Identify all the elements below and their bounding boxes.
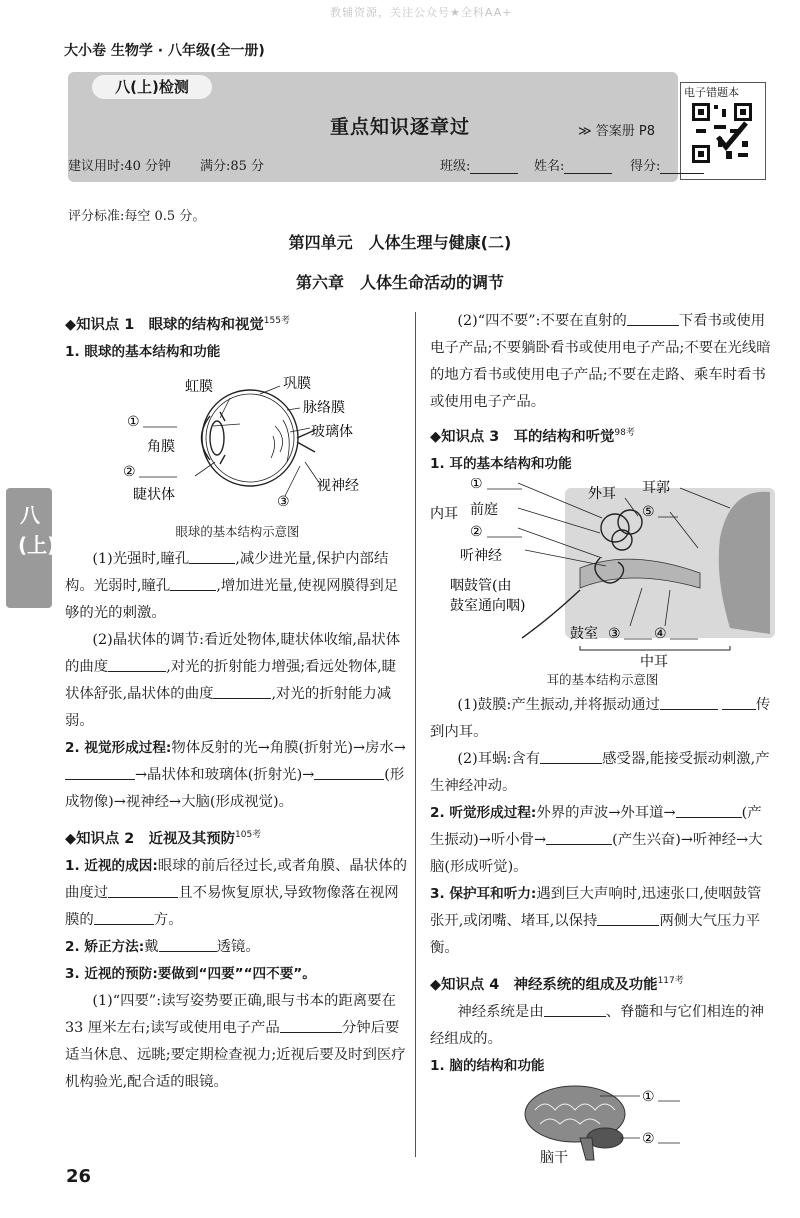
label-choroid: 脉络膜: [303, 400, 345, 416]
score-label: 得分:: [630, 159, 661, 174]
full-score: 满分:85 分: [200, 159, 265, 174]
time-limit: 建议用时:40 分钟: [68, 159, 172, 174]
blank[interactable]: [170, 575, 216, 591]
blank[interactable]: [94, 909, 154, 925]
answer-reference[interactable]: ≫ 答案册 P8: [578, 124, 655, 139]
label-pinna: 耳郭: [642, 480, 670, 496]
name-field[interactable]: [534, 155, 612, 174]
name-label: 姓名:: [534, 159, 565, 174]
knowledge-point-2: ◆知识点 2 近视及其预防$^{105考}$: [65, 830, 262, 847]
label-blank-1: ①: [642, 1089, 655, 1105]
blank[interactable]: [722, 694, 756, 710]
blank[interactable]: [546, 829, 612, 845]
hearing-protection: 3. 保护耳和听力:遇到巨大声响时,迅速张口,使咽鼓管张开,或闭嘴、堵耳,以保持 两侧大气压力平衡。: [430, 886, 762, 956]
ear-diagram-figure: [430, 478, 775, 668]
qr-label: 电子错题本: [684, 86, 739, 99]
hearing-process: 2. 听觉形成过程:外界的声波→外耳道→ (产生振动)→听小骨→ (产生兴奋)→听神经→大脑(形成听觉)。: [430, 800, 775, 881]
eyeball-outline: [202, 390, 298, 486]
book-title: 大小卷 生物学 · 八年级(全一册): [64, 43, 265, 59]
blank[interactable]: [108, 656, 166, 672]
unit-heading: 第四单元 人体生理与健康(二): [288, 233, 512, 252]
brain-diagram: [430, 1080, 775, 1164]
label-blank-2: ②: [642, 1131, 655, 1147]
label-inner-ear: 内耳: [430, 506, 458, 522]
label-middle-ear: 中耳: [640, 654, 668, 668]
label-blank-1: ①: [470, 478, 483, 492]
label-ciliary-body: 睫状体: [133, 487, 175, 503]
pupil-paragraph: (1)光强时,瞳孔 ,减少进光量,保护内部结构。光弱时,瞳孔 ,增加进光量,使视网膜得到足够的光的刺激。: [65, 546, 410, 627]
eye-caption: 眼球的基本结构示意图: [175, 524, 300, 539]
blank[interactable]: [213, 683, 271, 699]
blank[interactable]: [676, 802, 742, 818]
vision-process: 2. 视觉形成过程:物体反射的光→角膜(折射光)→房水→→晶状体和玻璃体(折射光)→ (形成物像)→视神经→大脑(形成视觉)。: [65, 740, 406, 810]
label-blank-2: ②: [470, 524, 483, 540]
four-donts: (2)“四不要”:不要在直射的 下看书或使用电子产品;不要躺卧看书或使用电子产品;不要在光线暗的地方看书或使用电子产品;不要在走路、乘车时看书或使用电子产品。: [430, 308, 775, 416]
label-vitreous: 玻璃体: [311, 424, 353, 440]
subheading-brain: 1. 脑的结构和功能: [430, 1058, 545, 1074]
label-blank-4: ④: [654, 626, 667, 642]
ear-diagram: [430, 478, 775, 668]
label-iris: 虹膜: [185, 379, 213, 395]
column-divider: [415, 312, 416, 1157]
myopia-cause: 1. 近视的成因:眼球的前后径过长,或者角膜、晶状体的曲度过 且不易恢复原状,导致物像落在视网膜的 方。: [65, 858, 407, 928]
label-cornea: 角膜: [147, 439, 175, 455]
watermark: 教辅资源，关注公众号★全科AA+: [330, 6, 513, 19]
label-blank-3: ③: [277, 494, 290, 510]
label-blank-1: ①: [127, 414, 140, 430]
scoring-rule: 评分标准:每空 0.5 分。: [68, 209, 206, 224]
label-optic-nerve: 视神经: [317, 478, 359, 494]
label-blank-3: ③: [608, 626, 621, 642]
ear-caption: 耳的基本结构示意图: [546, 672, 659, 687]
eardrum-paragraph: (1)鼓膜:产生振动,并将振动通过 传到内耳。: [430, 692, 775, 746]
eye-diagram-figure: [65, 366, 410, 516]
label-sclera: 巩膜: [283, 376, 311, 392]
blank[interactable]: [159, 936, 217, 952]
page-number: 26: [66, 1166, 92, 1187]
myopia-correction: 2. 矫正方法:戴 透镜。: [65, 934, 410, 961]
side-tab-label: 八(上): [18, 503, 57, 557]
subheading-eye-structure: 1. 眼球的基本结构和功能: [65, 344, 221, 360]
myopia-prevention: 3. 近视的预防:要做到“四要”“四不要”。: [65, 966, 316, 982]
blank[interactable]: [597, 910, 659, 926]
left-column: [65, 308, 410, 1096]
class-field[interactable]: [440, 155, 518, 174]
blank[interactable]: [544, 1001, 606, 1017]
blank[interactable]: [314, 764, 384, 780]
brain-diagram-figure: [430, 1080, 775, 1164]
label-auditory-nerve: 听神经: [460, 548, 502, 564]
blank[interactable]: [540, 748, 602, 764]
knowledge-point-1: ◆知识点 1 眼球的结构和视觉$^{155考}$: [65, 316, 290, 333]
score-field[interactable]: [630, 155, 704, 174]
blank[interactable]: [108, 882, 178, 898]
class-label: 班级:: [440, 159, 471, 174]
label-blank-2: ②: [123, 464, 136, 480]
blank[interactable]: [65, 764, 135, 780]
knowledge-point-4: ◆知识点 4 神经系统的组成及功能$^{117考}$: [430, 976, 684, 993]
blank[interactable]: [189, 548, 235, 564]
cochlea-paragraph: (2)耳蜗:含有 感受器,能接受振动刺激,产生神经冲动。: [430, 746, 775, 800]
right-column: [430, 308, 775, 1164]
label-eustachian-1: 咽鼓管(由: [450, 578, 512, 594]
label-eustachian-2: 鼓室通向咽): [450, 598, 526, 614]
nervous-system-paragraph: 神经系统是由 、脊髓和与它们相连的神经组成的。: [430, 999, 775, 1053]
label-vestibule: 前庭: [470, 502, 498, 518]
four-dos: (1)“四要”:读写姿势要正确,眼与书本的距离要在 33 厘米左右;读写或使用电子产品 分钟后要适当休息、远眺;要定期检查视力;近视后要及时到医疗机构验光,配合适的眼镜。: [65, 993, 406, 1090]
label-brainstem: 脑干: [540, 1150, 568, 1164]
eye-diagram: [65, 366, 410, 516]
page-title: 重点知识逐章过: [329, 116, 470, 138]
label-outer-ear: 外耳: [588, 486, 616, 502]
blank[interactable]: [660, 694, 718, 710]
chapter-heading: 第六章 人体生命活动的调节: [295, 273, 504, 292]
blank[interactable]: [627, 310, 679, 326]
subheading-ear-structure: 1. 耳的基本结构和功能: [430, 456, 572, 472]
blank[interactable]: [280, 1017, 342, 1033]
lens-paragraph: (2)晶状体的调节:看近处物体,睫状体收缩,晶状体的曲度 ,对光的折射能力增强;看远处物体,睫状体舒张,晶状体的曲度 ,对光的折射能力减弱。: [65, 632, 401, 729]
label-blank-5: ⑤: [642, 504, 655, 520]
knowledge-point-3: ◆知识点 3 耳的结构和听觉$^{98考}$: [430, 428, 635, 445]
section-badge: 八(上)检测: [92, 75, 212, 99]
label-tympanic-cavity: 鼓室: [570, 626, 598, 642]
